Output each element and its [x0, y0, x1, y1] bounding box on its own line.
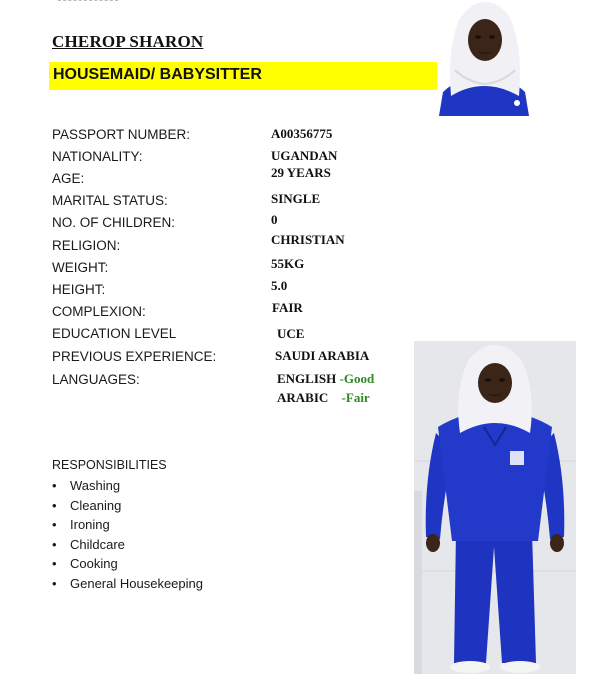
education-label: EDUCATION LEVEL	[52, 326, 177, 341]
list-item: • Washing	[52, 476, 203, 496]
complexion-label: COMPLEXION:	[52, 304, 146, 319]
language-english	[277, 371, 374, 387]
language-name: ENGLISH	[277, 371, 337, 386]
nationality-label: NATIONALITY:	[52, 149, 143, 164]
portrait-photo	[437, 0, 531, 116]
age-value: 29 YEARS	[271, 165, 331, 180]
weight-value: 55KG	[271, 256, 305, 271]
language-arabic	[277, 390, 370, 406]
children-value: 0	[271, 212, 278, 227]
language-level: -Good	[339, 371, 375, 386]
height-label: HEIGHT:	[52, 282, 106, 297]
list-item: • Childcare	[52, 535, 203, 555]
responsibilities-title: RESPONSIBILITIES	[52, 458, 167, 472]
religion-value: CHRISTIAN	[271, 232, 345, 247]
marital-status-value: SINGLE	[271, 191, 321, 206]
passport-label: PASSPORT NUMBER:	[52, 127, 191, 142]
list-item: • Cooking	[52, 554, 203, 574]
passport-value: A00356775	[271, 126, 333, 141]
list-item: • Cleaning	[52, 496, 203, 516]
experience-value: SAUDI ARABIA	[275, 348, 370, 363]
age-label: AGE:	[52, 171, 85, 186]
education-value: UCE	[277, 326, 305, 341]
full-body-photo	[414, 341, 576, 674]
responsibilities-list	[52, 476, 203, 593]
language-level: -Fair	[341, 390, 370, 405]
nationality-value: UGANDAN	[271, 148, 338, 163]
complexion-value: FAIR	[272, 300, 303, 315]
children-label: NO. OF CHILDREN:	[52, 215, 176, 230]
experience-label: PREVIOUS EXPERIENCE:	[52, 349, 217, 364]
language-name: ARABIC	[277, 390, 329, 405]
candidate-name: CHEROP SHARON	[52, 32, 204, 51]
religion-label: RELIGION:	[52, 238, 121, 253]
marital-status-label: MARITAL STATUS:	[52, 193, 168, 208]
languages-label: LANGUAGES:	[52, 372, 140, 387]
page-edge-mark	[58, 0, 118, 7]
height-value: 5.0	[271, 278, 288, 293]
list-item: • Ironing	[52, 515, 203, 535]
weight-label: WEIGHT:	[52, 260, 109, 275]
list-item: • General Housekeeping	[52, 574, 203, 594]
candidate-role: HOUSEMAID/ BABYSITTER	[53, 66, 262, 83]
